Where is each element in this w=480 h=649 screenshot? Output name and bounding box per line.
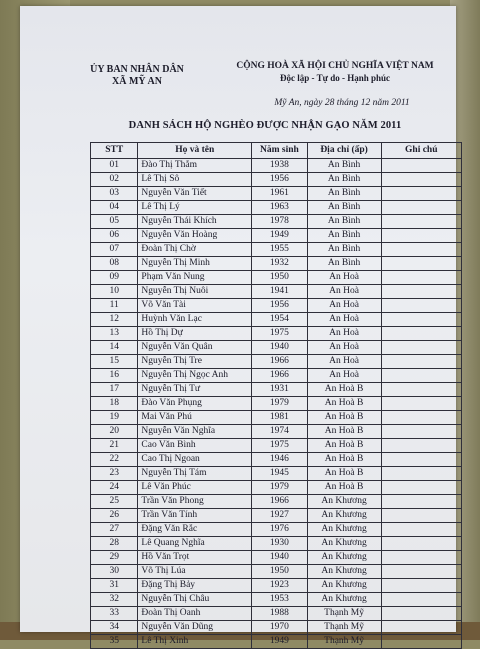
cell-birth-year: 1955	[252, 243, 307, 257]
cell-stt: 09	[91, 271, 138, 285]
cell-address: An Bình	[307, 187, 381, 201]
table-row	[91, 173, 462, 187]
table-row	[91, 243, 462, 257]
cell-name: Nguyễn Thị Minh	[138, 257, 252, 271]
cell-birth-year: 1961	[252, 187, 307, 201]
cell-note	[381, 173, 461, 187]
cell-note	[381, 257, 461, 271]
table-body	[91, 159, 462, 649]
table-row	[91, 551, 462, 565]
cell-name: Đào Văn Phụng	[138, 397, 252, 411]
cell-birth-year: 1953	[252, 593, 307, 607]
table-row	[91, 425, 462, 439]
cell-note	[381, 271, 461, 285]
cell-note	[381, 565, 461, 579]
cell-note	[381, 481, 461, 495]
cell-birth-year: 1932	[252, 257, 307, 271]
cell-name: Hồ Văn Trọt	[138, 551, 252, 565]
table-row	[91, 621, 462, 635]
cell-birth-year: 1927	[252, 509, 307, 523]
column-header-stt: STT	[91, 143, 138, 159]
cell-address: An Hoà	[307, 299, 381, 313]
cell-birth-year: 1988	[252, 607, 307, 621]
cell-birth-year: 1941	[252, 285, 307, 299]
cell-name: Nguyễn Văn Tiết	[138, 187, 252, 201]
cell-name: Đặng Thị Bảy	[138, 579, 252, 593]
cell-name: Nguyễn Văn Nghĩa	[138, 425, 252, 439]
cell-name: Đặng Văn Rắc	[138, 523, 252, 537]
cell-name: Cao Thị Ngoan	[138, 453, 252, 467]
table-row	[91, 285, 462, 299]
cell-birth-year: 1945	[252, 467, 307, 481]
cell-name: Nguyễn Thị Tre	[138, 355, 252, 369]
cell-birth-year: 1978	[252, 215, 307, 229]
cell-stt: 17	[91, 383, 138, 397]
cell-note	[381, 467, 461, 481]
cell-stt: 03	[91, 187, 138, 201]
table-row	[91, 215, 462, 229]
table-row	[91, 593, 462, 607]
cell-note	[381, 313, 461, 327]
cell-birth-year: 1950	[252, 565, 307, 579]
cell-stt: 16	[91, 369, 138, 383]
table-row	[91, 187, 462, 201]
cell-address: An Hoà	[307, 369, 381, 383]
cell-stt: 25	[91, 495, 138, 509]
cell-address: An Hoà B	[307, 439, 381, 453]
cell-note	[381, 201, 461, 215]
cell-stt: 21	[91, 439, 138, 453]
cell-stt: 18	[91, 397, 138, 411]
cell-note	[381, 579, 461, 593]
cell-note	[381, 159, 461, 173]
cell-stt: 24	[91, 481, 138, 495]
cell-address: An Khương	[307, 495, 381, 509]
cell-name: Đào Thị Thắm	[138, 159, 252, 173]
table-row	[91, 313, 462, 327]
column-header-note: Ghi chú	[381, 143, 461, 159]
cell-address: An Khương	[307, 593, 381, 607]
household-table	[90, 142, 462, 649]
cell-note	[381, 607, 461, 621]
document-page	[20, 6, 456, 646]
cell-stt: 06	[91, 229, 138, 243]
cell-address: An Khương	[307, 579, 381, 593]
table-row	[91, 607, 462, 621]
cell-address: An Hoà	[307, 341, 381, 355]
cell-note	[381, 453, 461, 467]
cell-name: Nguyễn Văn Quân	[138, 341, 252, 355]
cell-name: Nguyễn Thị Nuôi	[138, 285, 252, 299]
table-row	[91, 509, 462, 523]
table-row	[91, 523, 462, 537]
cell-stt: 22	[91, 453, 138, 467]
table-row	[91, 537, 462, 551]
cell-name: Nguyễn Văn Dũng	[138, 621, 252, 635]
cell-name: Võ Thị Lúa	[138, 565, 252, 579]
cell-address: An Khương	[307, 565, 381, 579]
cell-address: An Bình	[307, 159, 381, 173]
cell-stt: 27	[91, 523, 138, 537]
table-row	[91, 411, 462, 425]
table-row	[91, 383, 462, 397]
cell-name: Lê Văn Phúc	[138, 481, 252, 495]
cell-stt: 01	[91, 159, 138, 173]
cell-address: An Khương	[307, 537, 381, 551]
cell-stt: 07	[91, 243, 138, 257]
cell-birth-year: 1981	[252, 411, 307, 425]
cell-name: Lê Thị Xinh	[138, 635, 252, 649]
table-row	[91, 327, 462, 341]
cell-birth-year: 1975	[252, 439, 307, 453]
cell-stt: 29	[91, 551, 138, 565]
cell-note	[381, 229, 461, 243]
cell-note	[381, 621, 461, 635]
cell-birth-year: 1979	[252, 481, 307, 495]
cell-name: Trần Văn Phong	[138, 495, 252, 509]
cell-name: Lê Thị Sô	[138, 173, 252, 187]
cell-address: Thạnh Mỹ	[307, 621, 381, 635]
cell-address: An Bình	[307, 243, 381, 257]
cell-birth-year: 1946	[252, 453, 307, 467]
cell-note	[381, 215, 461, 229]
table-header-row	[91, 143, 462, 159]
table-row	[91, 299, 462, 313]
table-row	[91, 257, 462, 271]
table-row	[91, 453, 462, 467]
cell-stt: 10	[91, 285, 138, 299]
table-row	[91, 397, 462, 411]
authority-line-2: XÃ MỸ AN	[112, 76, 162, 87]
cell-stt: 04	[91, 201, 138, 215]
cell-birth-year: 1974	[252, 425, 307, 439]
cell-address: Thạnh Mỹ	[307, 607, 381, 621]
cell-stt: 30	[91, 565, 138, 579]
cell-address: An Hoà	[307, 271, 381, 285]
cell-birth-year: 1940	[252, 551, 307, 565]
table-row	[91, 355, 462, 369]
cell-birth-year: 1950	[252, 271, 307, 285]
cell-birth-year: 1979	[252, 397, 307, 411]
cell-note	[381, 411, 461, 425]
cell-name: Mai Văn Phú	[138, 411, 252, 425]
cell-name: Phạm Văn Nung	[138, 271, 252, 285]
document-date: Mỹ An, ngày 28 tháng 12 năm 2011	[274, 98, 410, 108]
cell-stt: 34	[91, 621, 138, 635]
cell-note	[381, 635, 461, 649]
cell-stt: 13	[91, 327, 138, 341]
cell-name: Lê Thị Lý	[138, 201, 252, 215]
cell-birth-year: 1966	[252, 369, 307, 383]
cell-stt: 33	[91, 607, 138, 621]
cell-birth-year: 1963	[252, 201, 307, 215]
cell-name: Nguyễn Thị Châu	[138, 593, 252, 607]
cell-address: An Hoà	[307, 313, 381, 327]
cell-address: An Khương	[307, 523, 381, 537]
table-row	[91, 229, 462, 243]
cell-address: An Hoà	[307, 355, 381, 369]
cell-birth-year: 1923	[252, 579, 307, 593]
cell-name: Hồ Thị Dự	[138, 327, 252, 341]
cell-note	[381, 285, 461, 299]
cell-birth-year: 1931	[252, 383, 307, 397]
cell-stt: 15	[91, 355, 138, 369]
table-row	[91, 579, 462, 593]
cell-note	[381, 523, 461, 537]
cell-name: Nguyễn Thị Tám	[138, 467, 252, 481]
cell-address: An Bình	[307, 215, 381, 229]
cell-name: Nguyễn Thái Khích	[138, 215, 252, 229]
cell-birth-year: 1970	[252, 621, 307, 635]
document-title: DANH SÁCH HỘ NGHÈO ĐƯỢC NHẬN GẠO NĂM 2011	[128, 120, 402, 131]
cell-birth-year: 1956	[252, 173, 307, 187]
cell-stt: 35	[91, 635, 138, 649]
table-row	[91, 439, 462, 453]
cell-name: Huỳnh Văn Lạc	[138, 313, 252, 327]
cell-name: Nguyễn Thị Tư	[138, 383, 252, 397]
cell-address: An Hoà B	[307, 411, 381, 425]
cell-stt: 23	[91, 467, 138, 481]
table-row	[91, 369, 462, 383]
nation-name: CỘNG HOÀ XÃ HỘI CHỦ NGHĨA VIỆT NAM	[236, 61, 434, 71]
cell-stt: 14	[91, 341, 138, 355]
cell-address: An Hoà	[307, 327, 381, 341]
cell-name: Võ Văn Tài	[138, 299, 252, 313]
column-header-name: Họ và tên	[138, 143, 252, 159]
cell-note	[381, 369, 461, 383]
cell-note	[381, 243, 461, 257]
cell-address: An Bình	[307, 173, 381, 187]
cell-name: Trần Văn Tính	[138, 509, 252, 523]
cell-stt: 20	[91, 425, 138, 439]
cell-name: Nguyễn Thị Ngọc Anh	[138, 369, 252, 383]
cell-stt: 32	[91, 593, 138, 607]
cell-note	[381, 593, 461, 607]
cell-name: Cao Văn Bình	[138, 439, 252, 453]
column-header-address: Địa chỉ (ấp)	[307, 143, 381, 159]
table-row	[91, 159, 462, 173]
cell-birth-year: 1949	[252, 229, 307, 243]
cell-address: An Hoà B	[307, 383, 381, 397]
cell-note	[381, 397, 461, 411]
cell-birth-year: 1976	[252, 523, 307, 537]
cell-birth-year: 1938	[252, 159, 307, 173]
cell-address: An Bình	[307, 257, 381, 271]
cell-note	[381, 299, 461, 313]
cell-birth-year: 1966	[252, 355, 307, 369]
authority-line-1: ỦY BAN NHÂN DÂN	[90, 64, 184, 75]
cell-stt: 11	[91, 299, 138, 313]
table-row	[91, 341, 462, 355]
national-header	[230, 60, 440, 84]
cell-address: An Hoà B	[307, 481, 381, 495]
cell-birth-year: 1930	[252, 537, 307, 551]
cell-stt: 28	[91, 537, 138, 551]
national-motto: Độc lập - Tự do - Hạnh phúc	[279, 73, 390, 83]
cell-birth-year: 1966	[252, 495, 307, 509]
cell-name: Lê Quang Nghĩa	[138, 537, 252, 551]
cell-stt: 08	[91, 257, 138, 271]
cell-note	[381, 509, 461, 523]
cell-name: Nguyễn Văn Hoàng	[138, 229, 252, 243]
cell-address: An Bình	[307, 201, 381, 215]
cell-stt: 19	[91, 411, 138, 425]
table-row	[91, 467, 462, 481]
cell-stt: 31	[91, 579, 138, 593]
cell-birth-year: 1954	[252, 313, 307, 327]
cell-address: An Khương	[307, 551, 381, 565]
cell-note	[381, 187, 461, 201]
table-row	[91, 635, 462, 649]
cell-stt: 05	[91, 215, 138, 229]
cell-address: Thạnh Mỹ	[307, 635, 381, 649]
cell-note	[381, 383, 461, 397]
cell-note	[381, 551, 461, 565]
table-row	[91, 271, 462, 285]
table-row	[91, 495, 462, 509]
cell-note	[381, 495, 461, 509]
cell-name: Đoàn Thị Oanh	[138, 607, 252, 621]
table-row	[91, 481, 462, 495]
table-row	[91, 565, 462, 579]
cell-note	[381, 355, 461, 369]
cell-stt: 26	[91, 509, 138, 523]
cell-birth-year: 1940	[252, 341, 307, 355]
cell-address: An Hoà B	[307, 453, 381, 467]
cell-address: An Hoà B	[307, 467, 381, 481]
cell-birth-year: 1956	[252, 299, 307, 313]
cell-address: An Hoà B	[307, 425, 381, 439]
cell-birth-year: 1975	[252, 327, 307, 341]
table-row	[91, 201, 462, 215]
column-header-birth-year: Năm sinh	[252, 143, 307, 159]
cell-stt: 02	[91, 173, 138, 187]
cell-stt: 12	[91, 313, 138, 327]
cell-note	[381, 425, 461, 439]
cell-note	[381, 341, 461, 355]
cell-address: An Bình	[307, 229, 381, 243]
cell-address: An Hoà B	[307, 397, 381, 411]
cell-address: An Khương	[307, 509, 381, 523]
issuing-authority	[82, 64, 192, 88]
cell-address: An Hoà	[307, 285, 381, 299]
cell-note	[381, 537, 461, 551]
cell-note	[381, 439, 461, 453]
cell-birth-year: 1949	[252, 635, 307, 649]
cell-note	[381, 327, 461, 341]
cell-name: Đoàn Thị Chờ	[138, 243, 252, 257]
